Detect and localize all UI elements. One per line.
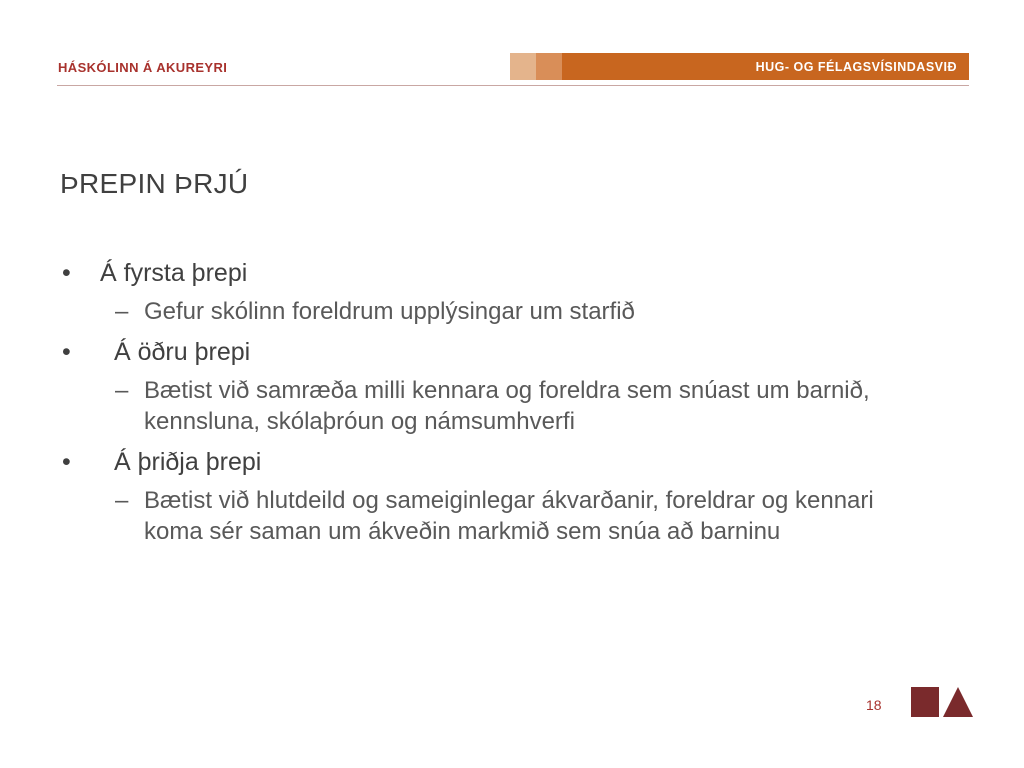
sub-list-container — [60, 375, 960, 437]
sub-list — [60, 296, 960, 327]
banner-mid-block — [536, 53, 562, 80]
sub-list — [60, 485, 960, 547]
sub-list-container — [60, 296, 960, 327]
dash-marker: – — [115, 298, 129, 325]
sub-list-container — [60, 485, 960, 547]
banner-main-block — [562, 53, 969, 80]
sub-list-item — [60, 375, 884, 437]
sub-bullet-text: Bætist við hlutdeild og sameiginlegar ákvarðanir, foreldrar og kennari koma sér saman um ákveðin markmið sem snúa að barninu — [144, 487, 874, 545]
dash-marker: – — [115, 377, 129, 404]
bullet-list — [60, 256, 960, 555]
list-item — [60, 445, 960, 479]
banner-light-block — [510, 53, 536, 80]
department-name: HUG- OG FÉLAGSVÍSINDASVIÐ — [755, 59, 957, 74]
sub-list — [60, 375, 960, 437]
sub-list-item — [60, 485, 884, 547]
logo-square — [911, 687, 939, 717]
sub-list-item — [60, 296, 884, 327]
page-number: 18 — [866, 697, 882, 713]
list-item — [60, 256, 960, 290]
university-name: HÁSKÓLINN Á AKUREYRI — [58, 60, 228, 75]
university-logo-icon — [911, 687, 973, 717]
bullet-marker: • — [62, 259, 71, 287]
department-banner — [510, 53, 969, 80]
sub-bullet-text: Gefur skólinn foreldrum upplýsingar um starfið — [144, 298, 635, 325]
slide-title: ÞREPIN ÞRJÚ — [60, 168, 249, 199]
bullet-marker: • — [62, 448, 71, 476]
list-item — [60, 335, 960, 369]
bullet-marker: • — [62, 338, 71, 366]
bullet-text: Á öðru þrepi — [114, 338, 251, 366]
bullet-text: Á fyrsta þrepi — [100, 259, 248, 287]
logo-triangle — [943, 687, 973, 717]
sub-bullet-text: Bætist við samræða milli kennara og foreldra sem snúast um barnið, kennsluna, skólaþróun og námsumhverfi — [144, 377, 870, 435]
bullet-text: Á þriðja þrepi — [114, 448, 262, 476]
header-divider — [57, 85, 969, 86]
dash-marker: – — [115, 487, 129, 514]
